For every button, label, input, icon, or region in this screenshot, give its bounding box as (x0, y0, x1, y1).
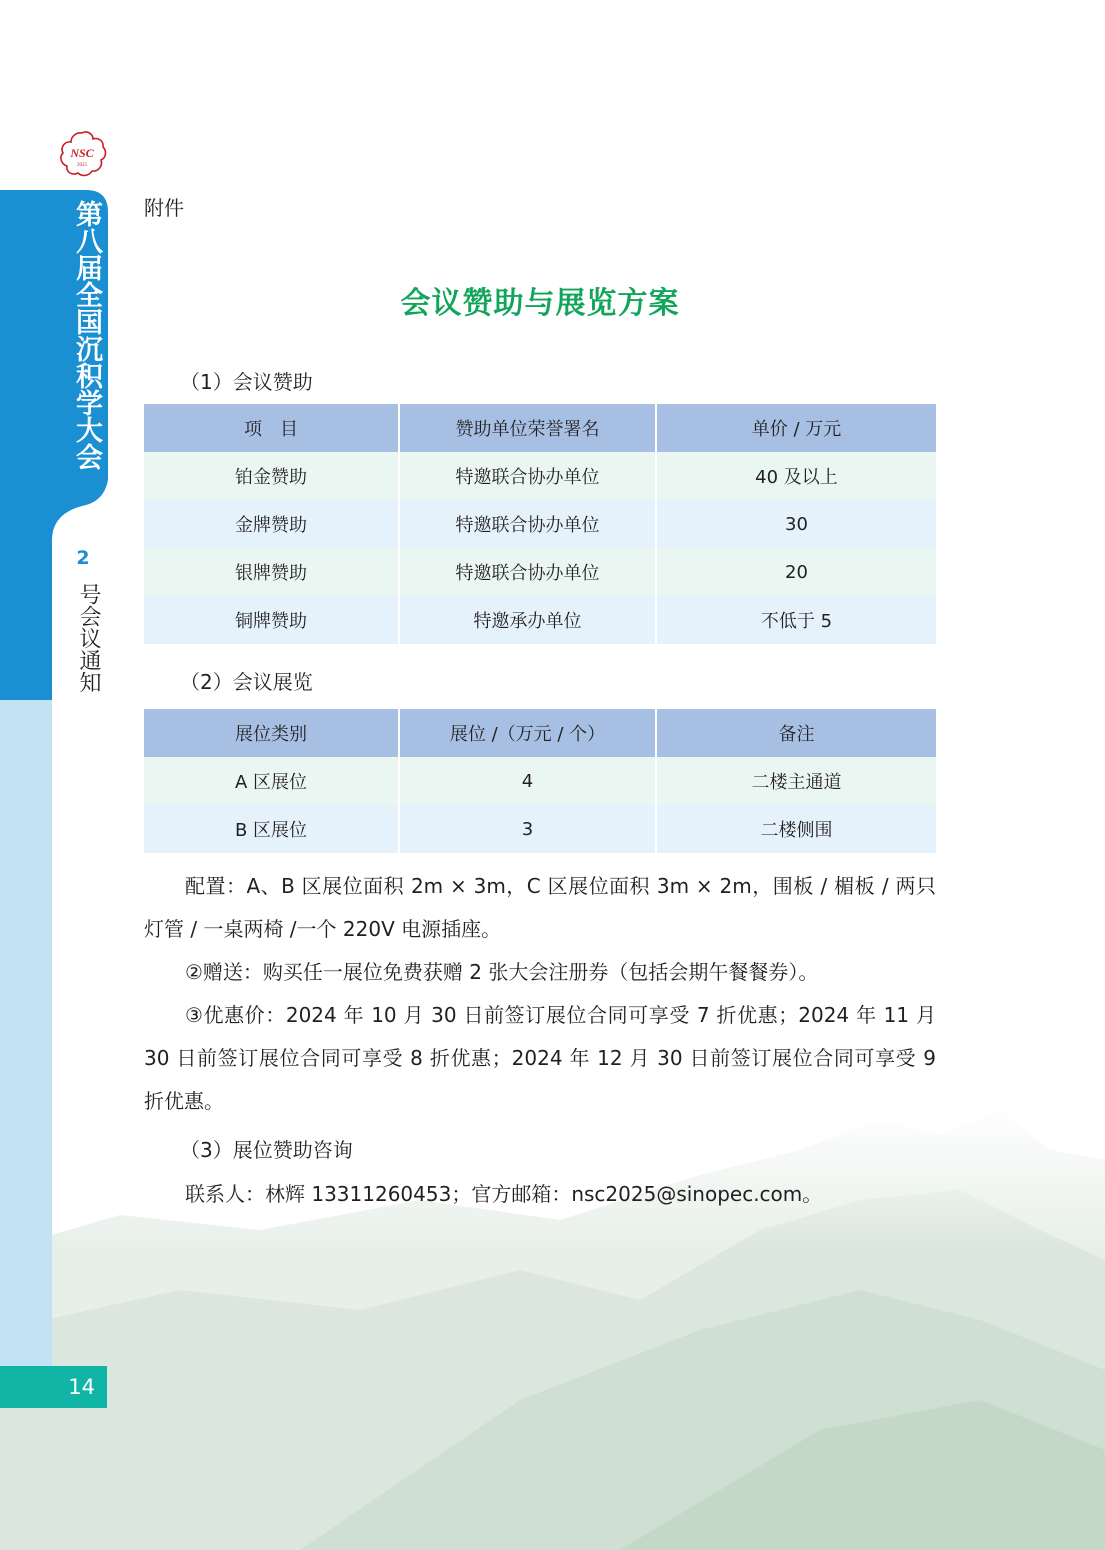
table-row (144, 757, 936, 805)
table-cell: A 区展位 (144, 757, 399, 805)
sponsorship-heading: （1）会议赞助 (180, 370, 313, 394)
table-cell: B 区展位 (144, 805, 399, 853)
table-cell: 铂金赞助 (144, 452, 399, 500)
page-number: 14 (68, 1375, 95, 1399)
table-cell: 特邀联合协办单位 (399, 500, 656, 548)
nsc-logo (56, 130, 108, 178)
table-cell: 银牌赞助 (144, 548, 399, 596)
table-cell: 4 (399, 757, 656, 805)
discount-note: ③优惠价：2024 年 10 月 30 日前签订展位合同可享受 7 折优惠；2024 年 11 月 30 日前签订展位合同可享受 8 折优惠；2024 年 12 月 30 日前签订展位合同可享受 9 折优惠。 (144, 1003, 936, 1113)
table-cell: 金牌赞助 (144, 500, 399, 548)
table-row (144, 548, 936, 596)
consult-heading: （3）展位赞助咨询 (180, 1138, 353, 1162)
logo-text: NSC (70, 146, 94, 160)
table-cell: 30 (656, 500, 936, 548)
table-cell: 特邀承办单位 (399, 596, 656, 644)
table-cell: 特邀联合协办单位 (399, 548, 656, 596)
table-header-cell: 备注 (656, 709, 936, 757)
notice-number-badge: 2 (70, 545, 96, 571)
table-cell: 20 (656, 548, 936, 596)
table-cell: 二楼侧围 (656, 805, 936, 853)
table-row (144, 500, 936, 548)
sponsorship-table (144, 404, 936, 644)
table-cell: 不低于 5 (656, 596, 936, 644)
exhibition-table (144, 709, 936, 853)
page-title: 会议赞助与展览方案 (400, 286, 680, 321)
table-cell: 二楼主通道 (656, 757, 936, 805)
table-cell: 特邀联合协办单位 (399, 452, 656, 500)
table-cell: 40 及以上 (656, 452, 936, 500)
table-header-cell: 展位 /（万元 / 个） (399, 709, 656, 757)
notice-label-vertical: 号会议通知 (76, 583, 101, 693)
table-header-row (144, 709, 936, 757)
table-row (144, 452, 936, 500)
table-header-cell: 展位类别 (144, 709, 399, 757)
gift-note: ②赠送：购买任一展位免费获赠 2 张大会注册券（包括会期午餐餐券）。 (185, 960, 819, 984)
table-row (144, 596, 936, 644)
config-note: 配置：A、B 区展位面积 2m × 3m，C 区展位面积 3m × 2m，围板 / 楣板 / 两只灯管 / 一桌两椅 /一个 220V 电源插座。 (144, 874, 936, 941)
exhibition-heading: （2）会议展览 (180, 670, 313, 694)
contact-info: 联系人：林辉 13311260453；官方邮箱：nsc2025@sinopec.com。 (185, 1182, 823, 1206)
table-header-cell: 赞助单位荣誉署名 (399, 404, 656, 452)
table-cell: 3 (399, 805, 656, 853)
table-row (144, 805, 936, 853)
page-number-tab (0, 1366, 107, 1408)
conference-title-vertical: 第八届全国沉积学大会 (71, 200, 102, 470)
table-header-row (144, 404, 936, 452)
table-header-cell: 单价 / 万元 (656, 404, 936, 452)
annex-label: 附件 (144, 196, 184, 220)
logo-year: 2025 (77, 163, 87, 168)
table-cell: 铜牌赞助 (144, 596, 399, 644)
table-header-cell: 项 目 (144, 404, 399, 452)
